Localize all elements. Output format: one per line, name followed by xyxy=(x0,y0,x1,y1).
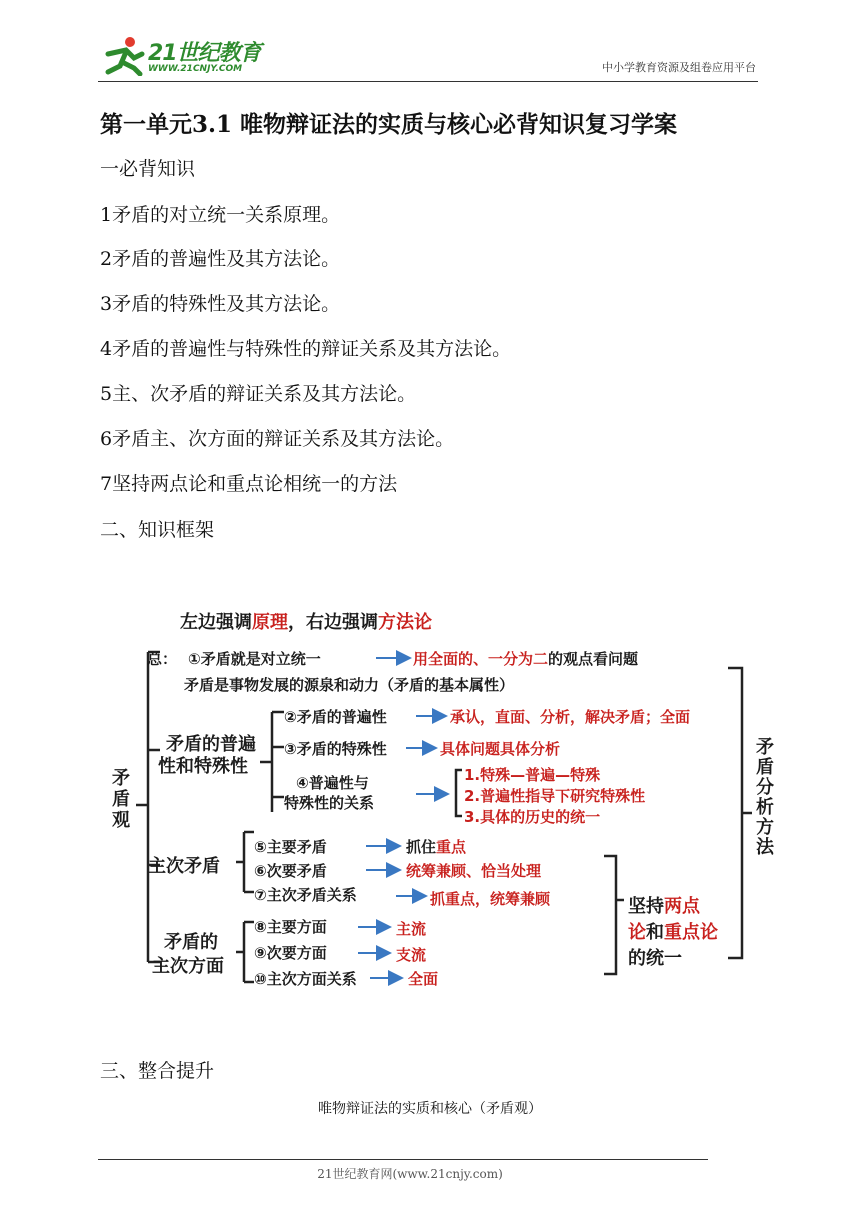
node-1: ①矛盾就是对立统一 xyxy=(188,650,321,668)
node-9-method: 支流 xyxy=(396,946,427,964)
node-4: 特殊性的关系 xyxy=(284,794,375,812)
list-item: 1矛盾的对立统一关系原理。 xyxy=(100,204,341,226)
node-7-method: 抓重点，统筹兼顾 xyxy=(430,890,551,908)
zong-label: 总： xyxy=(147,650,178,668)
stick-line-3: 的统一 xyxy=(628,948,682,969)
node-4-method: 3.具体的历史的统一 xyxy=(464,808,601,826)
node-4: ④普遍性与 xyxy=(296,774,369,792)
runner-logo-icon xyxy=(100,36,146,76)
stick-part: 坚持 xyxy=(628,896,664,917)
node-4-method: 1.特殊—普遍—特殊 xyxy=(464,766,601,784)
stick-part: 重点论 xyxy=(664,922,718,943)
diagram-root: 矛盾观 xyxy=(112,768,130,831)
node-7: ⑦主次矛盾关系 xyxy=(254,886,357,904)
heading-part: ，右边强调 xyxy=(288,612,378,633)
group2-label: 主次矛盾 xyxy=(148,856,220,877)
node-9: ⑨次要方面 xyxy=(254,944,327,962)
heading-part: 左边强调 xyxy=(180,612,252,633)
stick-part: 两点 xyxy=(664,896,700,917)
stick-line-2 xyxy=(628,918,718,944)
section-heading-2: 二、知识框架 xyxy=(100,519,215,541)
node-8: ⑧主要方面 xyxy=(254,918,327,936)
logo-url: WWW.21CNJY.COM xyxy=(148,64,243,74)
heading-methodology: 方法论 xyxy=(378,612,432,633)
node-5: ⑤主要矛盾 xyxy=(254,838,327,856)
method-part: 重点 xyxy=(436,838,467,856)
page-title: 第一单元3.1 唯物辩证法的实质与核心必背知识复习学案 xyxy=(100,111,678,138)
footer-divider xyxy=(98,1159,708,1160)
node-1-method xyxy=(413,648,638,669)
node-2: ②矛盾的普遍性 xyxy=(284,708,387,726)
method-part: 抓住 xyxy=(406,838,437,856)
list-item: 2矛盾的普遍性及其方法论。 xyxy=(100,248,341,270)
page-header xyxy=(98,30,758,82)
list-item: 3矛盾的特殊性及其方法论。 xyxy=(100,293,341,315)
group1-label: 性和特殊性 xyxy=(158,756,248,777)
node-10: ⑩主次方面关系 xyxy=(254,970,357,988)
method-char: 矛 xyxy=(756,737,774,758)
section-heading-1: 一必背知识 xyxy=(100,158,196,180)
list-item: 5主、次矛盾的辩证关系及其方法论。 xyxy=(100,383,417,405)
list-item: 4矛盾的普遍性与特殊性的辩证关系及其方法论。 xyxy=(100,338,512,360)
list-item: 6矛盾主、次方面的辩证关系及其方法论。 xyxy=(100,428,455,450)
platform-label: 中小学教育资源及组卷应用平台 xyxy=(602,61,756,74)
diagram-heading xyxy=(180,608,432,634)
method-char: 方 xyxy=(756,817,774,838)
node-3-method: 具体问题具体分析 xyxy=(440,740,561,758)
node-6: ⑥次要矛盾 xyxy=(254,862,327,880)
site-logo[interactable] xyxy=(98,34,268,78)
logo-text: 21世纪教育 xyxy=(148,41,261,66)
method-part: 的观点看问题 xyxy=(548,650,639,668)
node-4-method: 2.普遍性指导下研究特殊性 xyxy=(464,787,646,805)
method-char: 法 xyxy=(756,837,774,858)
node-3: ③矛盾的特殊性 xyxy=(284,740,387,758)
method-char: 盾 xyxy=(756,757,774,778)
stick-line-1 xyxy=(628,892,700,918)
stick-part: 论 xyxy=(628,922,646,943)
group3-label: 矛盾的 xyxy=(164,932,218,953)
stick-part: 和 xyxy=(646,922,664,943)
list-item: 7坚持两点论和重点论相统一的方法 xyxy=(100,473,398,495)
page-footer[interactable]: 21世纪教育网(www.21cnjy.com) xyxy=(317,1167,503,1181)
subtitle: 唯物辩证法的实质和核心（矛盾观） xyxy=(318,1101,542,1117)
node-1-property: 矛盾是事物发展的源泉和动力（矛盾的基本属性） xyxy=(184,676,515,694)
section-heading-3: 三、整合提升 xyxy=(100,1060,215,1082)
node-8-method: 主流 xyxy=(396,920,427,938)
group1-label: 矛盾的普遍 xyxy=(166,734,256,755)
knowledge-framework-diagram xyxy=(100,600,774,1000)
node-10-method: 全面 xyxy=(408,970,439,988)
node-2-method: 承认，直面、分析，解决矛盾；全面 xyxy=(450,708,691,726)
method-char: 析 xyxy=(756,797,774,818)
method-part: 用全面的、 xyxy=(413,650,489,668)
group3-label: 主次方面 xyxy=(152,956,224,977)
method-part: 一分为二 xyxy=(488,650,549,668)
method-label xyxy=(756,738,780,858)
node-5-method xyxy=(406,836,466,857)
method-char: 分 xyxy=(756,777,774,798)
node-6-method: 统筹兼顾、恰当处理 xyxy=(406,862,542,880)
heading-principle: 原理 xyxy=(252,612,288,633)
